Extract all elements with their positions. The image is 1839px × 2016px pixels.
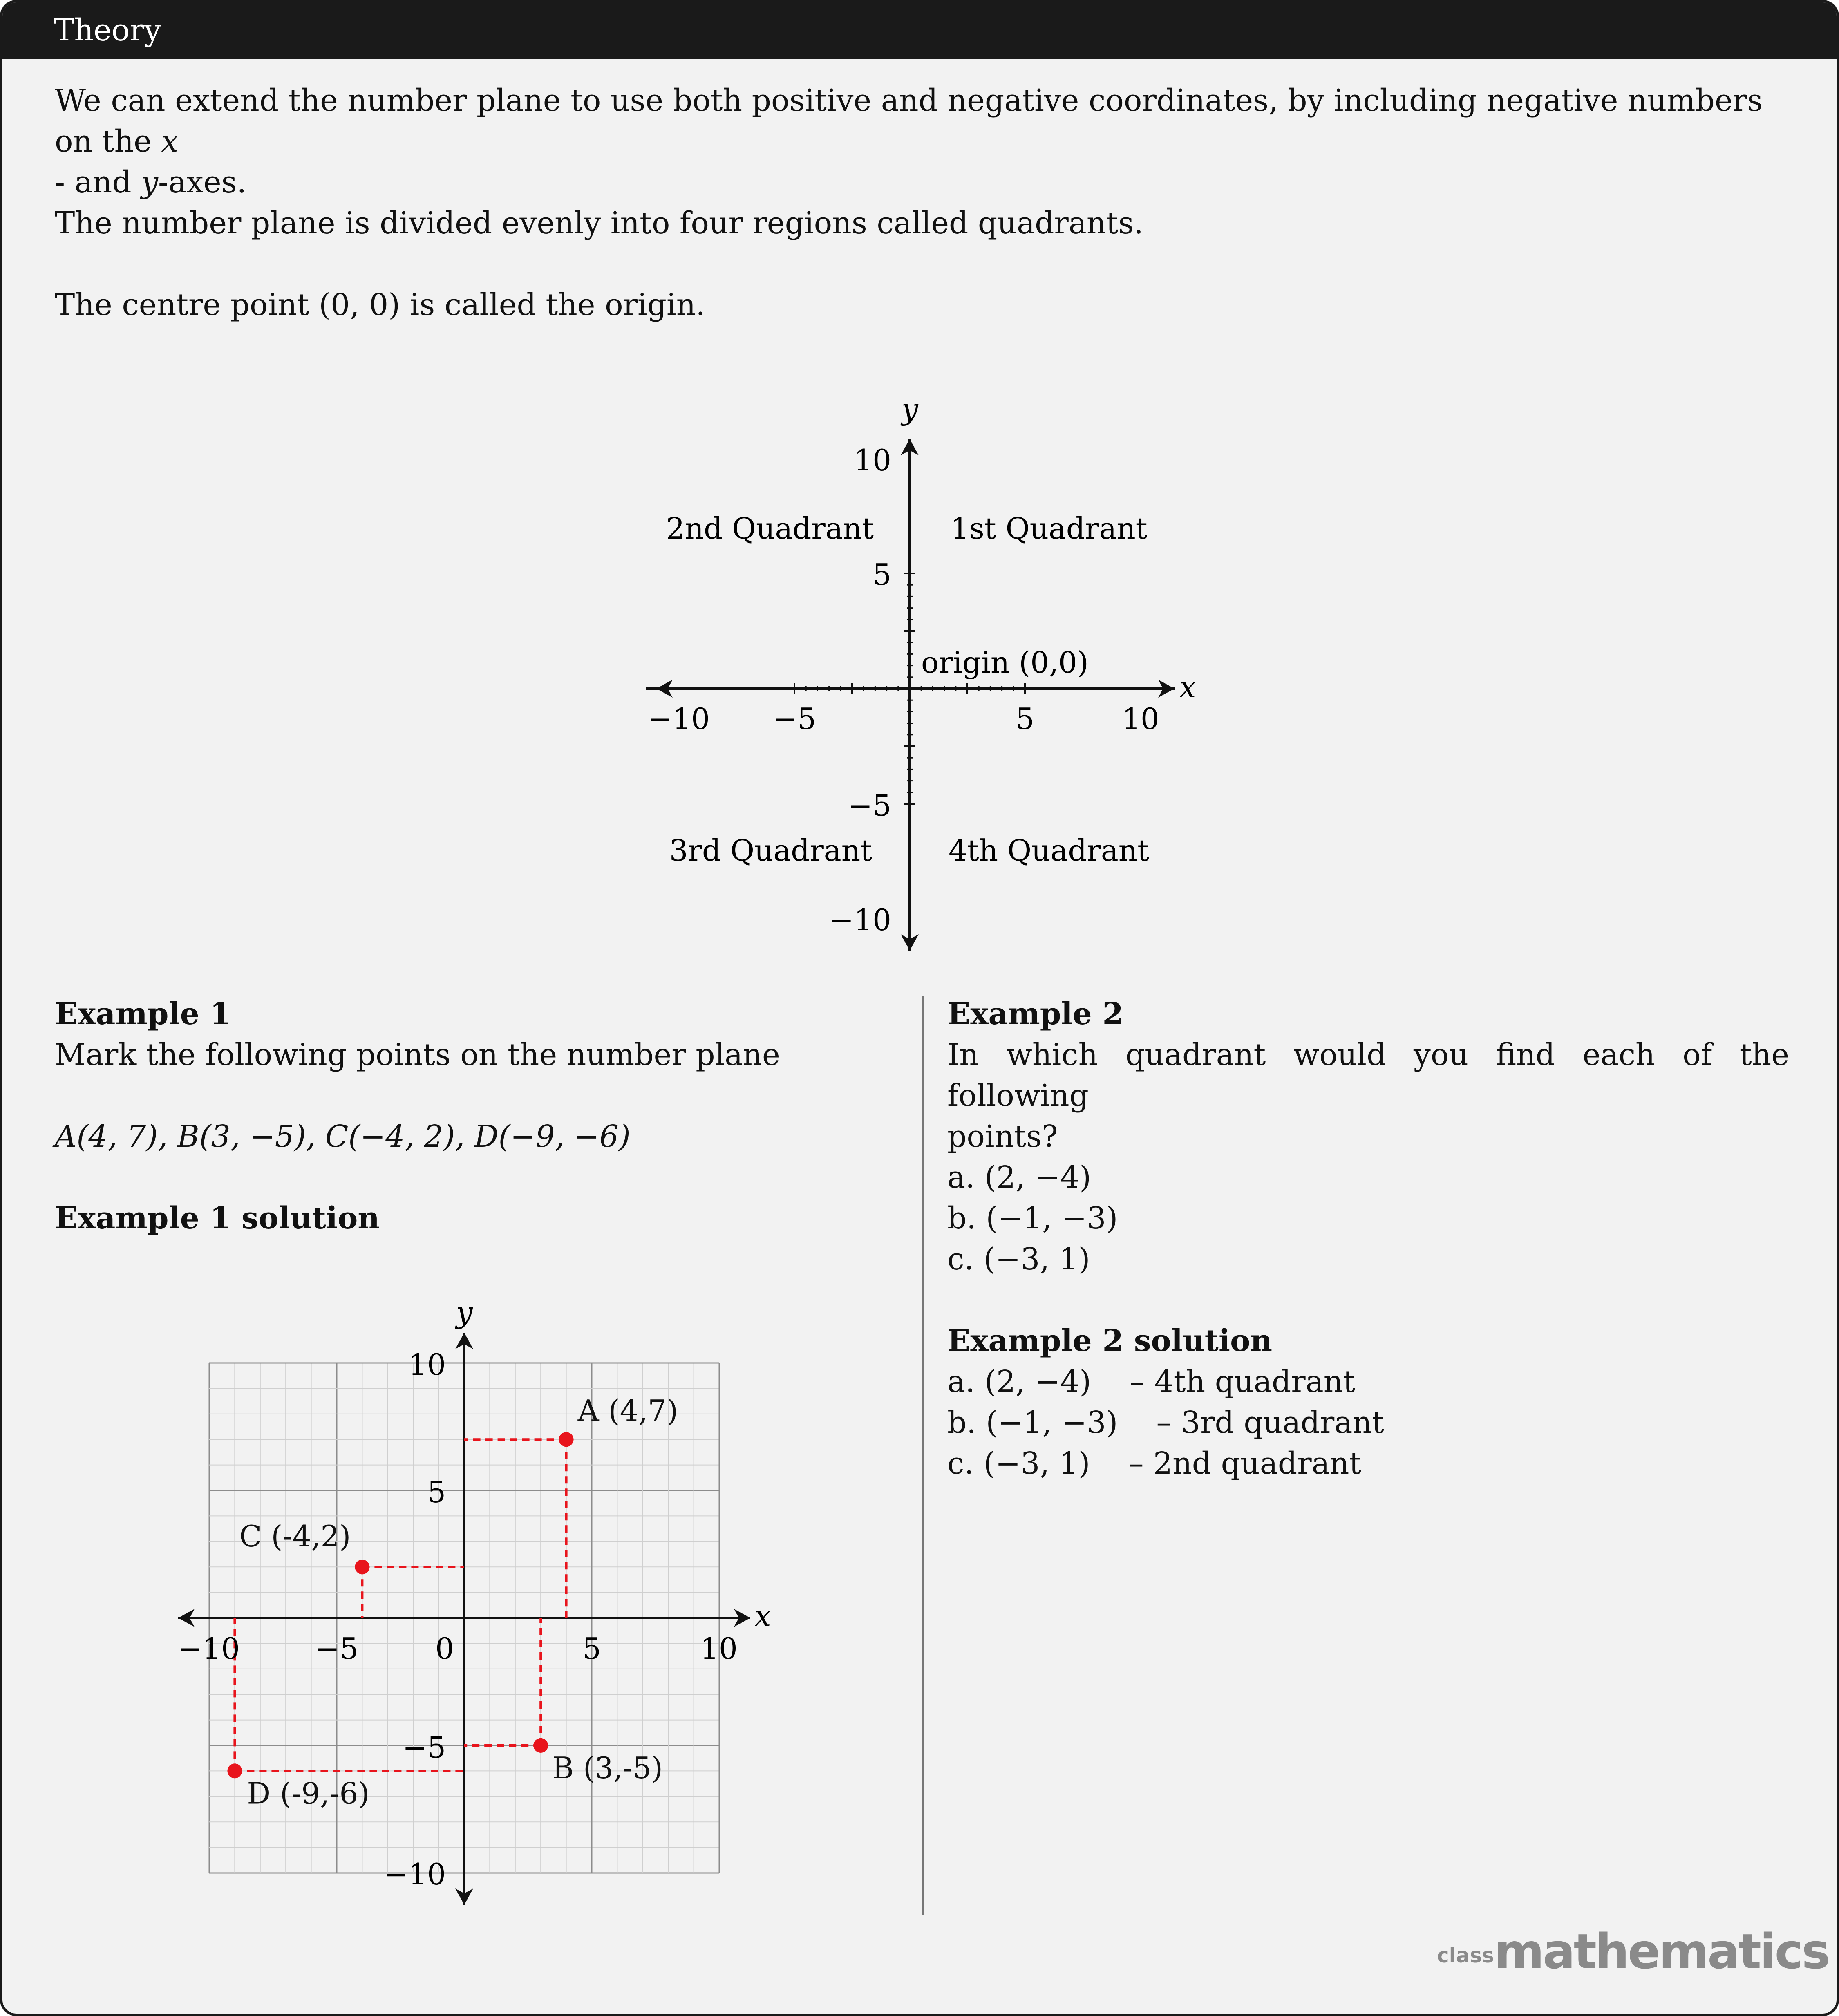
theory-paragraph-1-text-2a: - and <box>55 165 141 200</box>
origin-label: origin (0,0) <box>921 645 1089 680</box>
example2-question-line1: In which quadrant would you find each of the following <box>947 1037 1789 1113</box>
example1-y-tick-label: 10 <box>408 1347 446 1382</box>
point-c <box>355 1560 369 1574</box>
point-label-c: C (-4,2) <box>239 1519 351 1554</box>
x-variable: x <box>161 124 179 159</box>
logo-main-text: mathematics <box>1494 1923 1829 1980</box>
example1-plot <box>178 1295 771 1905</box>
example2-block <box>947 993 1789 1484</box>
quadrant-x-label: x <box>1179 670 1196 704</box>
example1-x-label: x <box>754 1599 771 1633</box>
example1-guide-lines <box>235 1439 566 1771</box>
theory-paragraph-3: The centre point (0, 0) is called the origin. <box>55 287 705 322</box>
point-label-d: D (-9,-6) <box>247 1776 370 1811</box>
y-variable: y <box>141 165 159 200</box>
example2-item-b: b. (−1, −3) <box>947 1201 1118 1236</box>
quadrant-y-tick-label: 10 <box>854 443 891 477</box>
quadrant-y-label: y <box>902 392 918 426</box>
quadrant-x-tick-label: 10 <box>1122 702 1159 736</box>
example2-question-line2: points? <box>947 1119 1058 1154</box>
quadrant-1-label: 1st Quadrant <box>951 511 1148 546</box>
point-d <box>227 1763 242 1778</box>
example1-x-tick-label: −10 <box>178 1631 240 1666</box>
point-label-b: B (3,-5) <box>552 1751 663 1785</box>
point-label-a: A (4,7) <box>577 1394 678 1428</box>
column-divider <box>922 996 924 1915</box>
header-title: Theory <box>54 13 161 48</box>
example2-answer-a: a. (2, −4) – 4th quadrant <box>947 1364 1356 1399</box>
example1-points-text: A(4, 7), B(3, −5), C(−4, 2), D(−9, −6) <box>55 1119 631 1154</box>
example1-x-tick-label: 5 <box>582 1631 601 1666</box>
logo-small-text: class <box>1437 1944 1494 1967</box>
example2-answer-c: c. (−3, 1) – 2nd quadrant <box>947 1446 1362 1481</box>
example1-y-label: y <box>456 1295 473 1329</box>
example1-prompt: Mark the following points on the number plane <box>55 1037 780 1072</box>
example1-y-tick-label: −10 <box>384 1857 446 1891</box>
example2-title: Example 2 <box>947 996 1123 1031</box>
point-a <box>559 1432 574 1447</box>
quadrant-plane <box>646 392 1196 951</box>
example1-y-tick-label: 5 <box>427 1475 446 1509</box>
example2-solution-title: Example 2 solution <box>947 1323 1273 1358</box>
example1-x-tick-label: 10 <box>700 1631 738 1666</box>
example1-block <box>55 993 893 1239</box>
example1-y-tick-label: −5 <box>402 1730 446 1765</box>
example2-answer-b: b. (−1, −3) – 3rd quadrant <box>947 1405 1384 1440</box>
theory-paragraph-1-text-2b: -axes. <box>158 165 247 200</box>
point-b <box>533 1738 548 1753</box>
theory-paragraph-1-text: We can extend the number plane to use both positive and negative coordinates, by including negative numbers on the <box>55 83 1763 159</box>
example1-solution-title: Example 1 solution <box>55 1201 380 1236</box>
quadrant-x-tick-label: 5 <box>1016 702 1034 736</box>
example1-title: Example 1 <box>55 996 231 1031</box>
quadrant-y-tick-label: 5 <box>873 557 891 592</box>
quadrant-2-label: 2nd Quadrant <box>666 511 874 546</box>
example1-x-tick-label: −5 <box>315 1631 359 1666</box>
example2-item-c: c. (−3, 1) <box>947 1242 1090 1277</box>
example2-item-a: a. (2, −4) <box>947 1160 1092 1195</box>
quadrant-y-tick-label: −10 <box>829 903 891 937</box>
theory-paragraph-2: The number plane is divided evenly into four regions called quadrants. <box>55 206 1143 241</box>
example1-points <box>227 1394 678 1810</box>
example1-x-tick-label: 0 <box>435 1631 454 1666</box>
quadrant-x-tick-label: −5 <box>772 702 817 736</box>
quadrant-y-tick-label: −5 <box>848 788 891 823</box>
quadrant-4-label: 4th Quadrant <box>949 833 1150 868</box>
quadrant-x-tick-label: −10 <box>648 702 710 736</box>
classmathematics-logo <box>1437 1923 1829 1980</box>
quadrant-3-label: 3rd Quadrant <box>669 833 872 868</box>
